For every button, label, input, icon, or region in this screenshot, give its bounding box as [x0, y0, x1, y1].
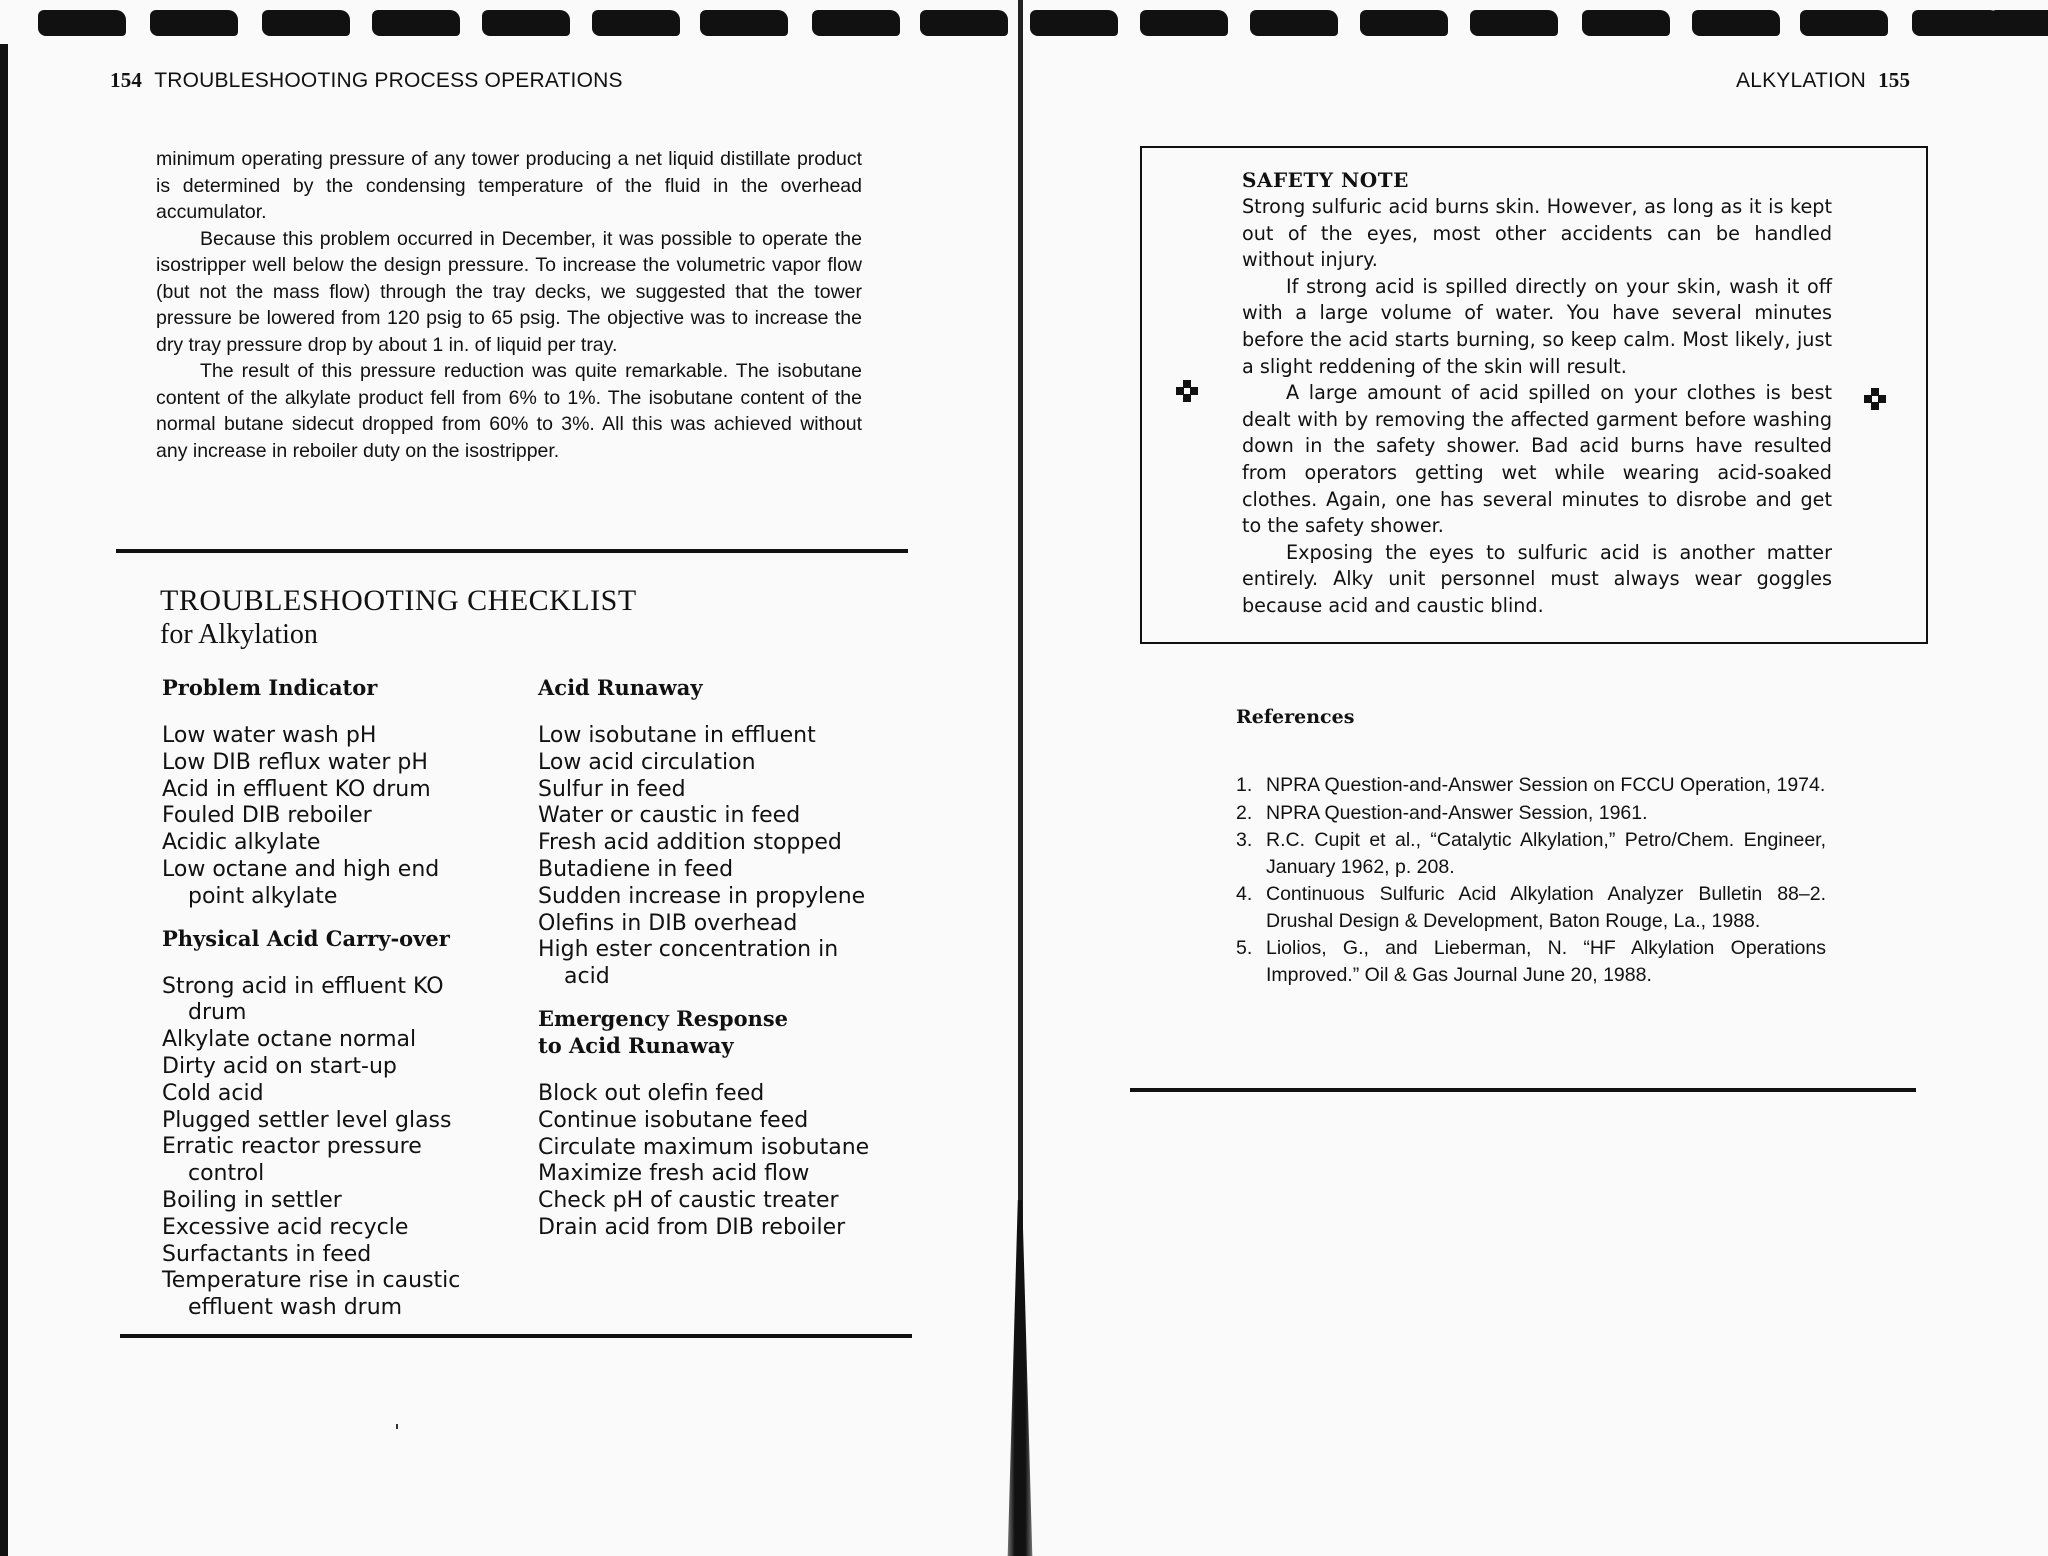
reference-number: 5. [1236, 937, 1253, 959]
binding-hole [592, 10, 680, 36]
reference-text: R.C. Cupit et al., “Catalytic Alkylation,” Petro/Chem. Engineer, January 1962, p. 208. [1266, 829, 1826, 878]
reference-item [1236, 881, 1826, 934]
carry-over-list [162, 974, 502, 1322]
list-item: Alkylate octane normal [162, 1027, 417, 1053]
list-item: Butadiene in feed [538, 856, 734, 882]
reference-text: NPRA Question-and-Answer Session, 1961. [1266, 801, 1648, 824]
safety-note-content [1242, 166, 1832, 620]
right-running-title: ALKYLATION [1736, 69, 1866, 92]
list-item: Low octane and high end point alkylate [162, 856, 440, 909]
reference-item [1236, 935, 1826, 988]
paragraph: Strong sulfuric acid burns skin. However, as long as it is kept out of the eyes, most other accidents can be handled without injury. [1242, 195, 1832, 272]
list-item: Boiling in settler [162, 1187, 342, 1213]
list-item: Erratic reactor pressure control [162, 1134, 422, 1187]
problem-indicator-list [162, 723, 502, 911]
reference-number: 1. [1236, 774, 1253, 796]
left-body-text [156, 146, 862, 464]
binding-hole [150, 10, 238, 36]
paragraph: Exposing the eyes to sulfuric acid is another matter entirely. Alky unit personnel must always wear goggles because acid and caustic blind. [1242, 540, 1832, 617]
list-item: Block out olefin feed [538, 1080, 765, 1106]
binding-holes [0, 0, 2048, 44]
binding-hole [920, 10, 1008, 36]
checklist-title-main: TROUBLESHOOTING CHECKLIST [160, 584, 637, 617]
paragraph: A large amount of acid spilled on your clothes is best dealt with by removing the affected garment before washing down in the safety shower. Bad acid burns have resulted from operators getting wet while wearing acid-soaked clothes. Again, one has several minutes to disrobe and get to the safety shower. [1242, 381, 1832, 538]
list-item: Check pH of caustic treater [538, 1188, 839, 1214]
list-item: Circulate maximum isobutane [538, 1134, 870, 1160]
safety-note-heading: SAFETY NOTE [1242, 168, 1409, 192]
list-item: Continue isobutane feed [538, 1107, 809, 1133]
list-item: Low water wash pH [162, 723, 377, 748]
list-item: Cold acid [162, 1080, 264, 1106]
checklist-column-2 [538, 674, 888, 1242]
reference-text: Liolios, G., and Lieberman, N. “HF Alkylation Operations Improved.” Oil & Gas Journal June 20, 1988. [1266, 937, 1826, 986]
binding-hole [812, 10, 900, 36]
binding-hole [1470, 10, 1558, 36]
binding-hole [1140, 10, 1228, 36]
left-running-head [110, 68, 623, 93]
list-item: Low isobutane in effluent [538, 723, 816, 748]
paragraph: minimum operating pressure of any tower producing a net liquid distillate product is determined by the condensing temperature of the fluid in the overhead accumulator. [156, 148, 862, 223]
list-item: Temperature rise in caustic effluent wash drum [162, 1268, 461, 1321]
list-item: Strong acid in effluent KO drum [162, 973, 444, 1026]
binding-hole [38, 10, 126, 36]
reference-text: NPRA Question-and-Answer Session on FCCU Operation, 1974. [1266, 774, 1826, 796]
binding-hole [1800, 10, 1888, 36]
spine-shadow [998, 1200, 1042, 1556]
binding-hole [1030, 10, 1118, 36]
binding-hole [1360, 10, 1448, 36]
reference-item [1236, 827, 1826, 880]
section-heading-problem-indicator: Problem Indicator [162, 675, 378, 700]
section-heading-physical-acid-carry-over: Physical Acid Carry-over [162, 925, 450, 951]
binding-hole [1990, 10, 2048, 36]
reference-item [1236, 800, 1826, 827]
right-page-number: 155 [1878, 68, 1911, 92]
list-item: Water or caustic in feed [538, 803, 801, 829]
reference-number: 3. [1236, 829, 1253, 851]
binding-hole [1250, 10, 1338, 36]
binding-hole [1692, 10, 1780, 36]
registration-mark-icon [1864, 388, 1886, 410]
binding-hole [700, 10, 788, 36]
list-item: Acidic alkylate [162, 830, 321, 856]
left-running-title: TROUBLESHOOTING PROCESS OPERATIONS [154, 69, 623, 92]
section-heading-acid-runaway: Acid Runaway [538, 675, 703, 700]
safety-note-box [1140, 146, 1928, 644]
list-item: Surfactants in feed [162, 1241, 372, 1267]
list-item: Maximize fresh acid flow [538, 1161, 810, 1187]
list-item: Fouled DIB reboiler [162, 803, 372, 829]
list-item: Fresh acid addition stopped [538, 830, 842, 856]
checklist-bottom-rule [120, 1334, 912, 1338]
binding-hole [262, 10, 350, 36]
emergency-response-list [538, 1081, 888, 1242]
list-item: High ester concentration in acid [538, 937, 839, 990]
left-page-number: 154 [110, 68, 143, 92]
list-item: Low DIB reflux water pH [162, 749, 428, 775]
list-item: Sulfur in feed [538, 776, 686, 802]
reference-item [1236, 772, 1826, 799]
checklist-title [160, 584, 637, 652]
list-item: Plugged settler level glass [162, 1107, 452, 1133]
reference-number: 2. [1236, 801, 1253, 824]
binding-hole [1912, 10, 2000, 36]
references-heading: References [1236, 706, 1355, 728]
binding-hole [1582, 10, 1670, 36]
acid-runaway-list [538, 723, 888, 991]
right-running-head [1736, 68, 1910, 93]
paragraph: The result of this pressure reduction was quite remarkable. The isobutane content of the alkylate product fell from 6% to 1%. The isobutane content of the normal butane sidecut dropped from 60% to 3%. All this was achieved without any increase in reboiler duty on the isostripper. [156, 360, 862, 462]
scan-speck [396, 1424, 398, 1429]
checklist-subtitle: for Alkylation [160, 619, 318, 650]
list-item: Sudden increase in propylene [538, 883, 866, 909]
reference-number: 4. [1236, 883, 1253, 905]
binding-hole [482, 10, 570, 36]
list-item: Acid in effluent KO drum [162, 776, 431, 802]
checklist-column-1 [162, 674, 502, 1322]
list-item: Excessive acid recycle [162, 1214, 409, 1240]
reference-text: Continuous Sulfuric Acid Alkylation Analyzer Bulletin 88–2. Drushal Design & Development, Baton Rouge, La., 1988. [1266, 883, 1826, 932]
references-list [1236, 772, 1826, 989]
list-item: Low acid circulation [538, 749, 756, 775]
list-item: Drain acid from DIB reboiler [538, 1214, 846, 1240]
paragraph: Because this problem occurred in December, it was possible to operate the isostripper well below the design pressure. To increase the volumetric vapor flow (but not the mass flow) through the tray decks, we suggested that the tower pressure be lowered from 120 psig to 65 psig. The objective was to increase the dry tray pressure drop by about 1 in. of liquid per tray. [156, 227, 862, 356]
references-bottom-rule [1130, 1088, 1916, 1092]
list-item: Dirty acid on start-up [162, 1053, 397, 1079]
binding-hole [372, 10, 460, 36]
registration-mark-icon [1176, 380, 1198, 402]
checklist-top-rule [116, 549, 908, 553]
scan-left-edge [0, 44, 8, 1556]
section-heading-emergency-response: Emergency Response to Acid Runaway [538, 1005, 789, 1058]
paragraph: If strong acid is spilled directly on your skin, wash it off with a large volume of water. You have several minutes before the acid starts burning, so keep calm. Most likely, just a slight reddening of the skin will result. [1242, 274, 1832, 378]
list-item: Olefins in DIB overhead [538, 910, 798, 936]
